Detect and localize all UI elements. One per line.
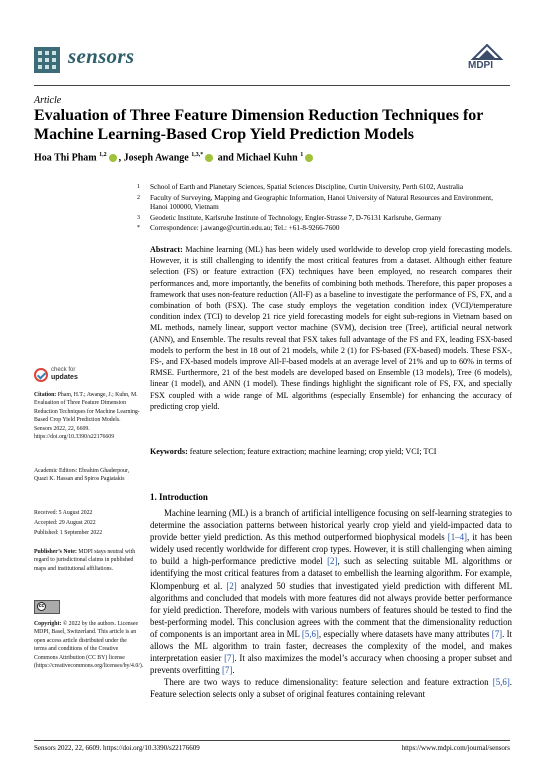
author-separator: and: [215, 152, 237, 164]
check-line1: check for: [51, 367, 76, 373]
citation-link[interactable]: [2]: [226, 580, 237, 591]
abstract-label: Abstract:: [150, 245, 183, 254]
paragraph-text: There are two ways to reduce dimensionality: feature selection and feature extraction: [164, 677, 493, 688]
journal-logo-icon: [34, 47, 60, 73]
received-date: Received: 5 August 2022: [34, 510, 93, 516]
affiliation-text: Geodetic Institute, Karlsruhe Institute of Technology, Engler-Strasse 7, D-76131 Karlsruhe, Germany: [150, 214, 442, 222]
check-line2: updates: [51, 374, 78, 381]
paragraph: [150, 676, 512, 700]
citation-link[interactable]: [7]: [221, 665, 233, 676]
correspondence-text[interactable]: Correspondence: j.awange@curtin.edu.au; Tel.: +61-8-9266-7600: [150, 224, 340, 232]
affiliation: [137, 194, 510, 212]
accepted-date: Accepted: 29 August 2022: [34, 520, 96, 526]
citation-link[interactable]: [5,6]: [492, 677, 510, 688]
keywords-label: Keywords:: [150, 447, 188, 456]
affiliation: [137, 183, 510, 192]
footer-rule: [34, 740, 510, 741]
publisher-note-label: Publisher’s Note:: [34, 549, 77, 555]
paragraph-text: Machine learning (ML) is a branch of artificial intelligence focusing on self-learning strategies to determine the association patterns between historical yearly crop yield and yield-impacted data to provide better yield prediction. As this method outperformed biophysical models: [150, 508, 512, 543]
copyright: [34, 620, 144, 670]
citation-text[interactable]: Pham, H.T.; Awange, J.; Kuhn, M. Evaluation of Three Feature Dimension Reduction Techniques for Machine Learning-Based Crop Yield Prediction Models. Sensors 2022, 22, 6609. https://doi.org/10.3390/s22176609: [34, 392, 140, 441]
affiliation: [137, 214, 510, 223]
journal-name: sensors: [68, 44, 135, 68]
body-text: [150, 507, 512, 701]
paragraph-text: , such as selecting suitable ML algorithms or identifying the most critical features from a dataset to embellish the learning algorithm. For example, Klompenburg et al.: [150, 556, 512, 591]
affiliation-text: School of Earth and Planetary Sciences, Spatial Sciences Discipline, Curtin University, Perth 6102, Australia: [150, 183, 464, 191]
article-type: Article: [34, 95, 62, 106]
keywords: [150, 446, 512, 457]
author-separator: ,: [118, 152, 124, 164]
cc-license-icon[interactable]: [34, 600, 60, 614]
citation-link[interactable]: [2]: [327, 556, 338, 567]
citation-link[interactable]: [5,6]: [301, 628, 319, 639]
paragraph-text: , especially where datasets have many attributes: [318, 628, 492, 639]
affiliation-number: 2: [137, 195, 140, 201]
citation-link[interactable]: [7]: [491, 628, 503, 639]
abstract-text: Machine learning (ML) has been widely used worldwide to develop crop yield forecasting models. However, it is still challenging to identify the most critical features from a dataset. Although either feature selection (FS) or feature extraction (FX) techniques have been employed, no research compares their performances and, more importantly, the benefits of combining both methods. Therefore, this paper proposes a framework that uses non-feature reduction (All-F) as a baseline to investigate the performance of FS, FX, and a combination of both (FSX). The case study employs the vegetation condition index (VCI)/temperature condition index (TCI) to develop 21 rice yield forecasting models for eight sub-regions in Vietnam based on ML methods, namely linear, support vector machine (SVM), decision tree (Tree), artificial neural network (ANN), and Ensemble. The results reveal that FSX takes full advantage of the FS and FX, leading FSX-based models to perform the best in 18 out of 21 models, while 2 (1) for FS-based (FX-based) models. These FSX-, FS-, and FX-based models improve All-F-based models at an average level of 21% and up to 60% in terms of RMSE. Furthermore, 21 of the best models are developed based on Ensemble (13 models), Tree (6 models), linear (1 model), and ANN (1 model). These findings highlight the significant role of FS, FX, and specially FSX coupled with a wide range of ML algorithms (especially Ensemble) for enhancing the accuracy of predicting crop yield.: [150, 245, 512, 411]
copyright-text: © 2022 by the authors. Licensee MDPI, Basel, Switzerland. This article is an open access article distributed under the terms and conditions of the Creative Commons Attribution (CC BY) license (https://creativecommons.org/licenses/by/4.0/).: [34, 621, 144, 670]
check-updates-icon: [34, 368, 48, 382]
author-list: [34, 152, 315, 163]
paragraph-text: analyzed 50 studies that investigated yield prediction with different ML algorithms and concluded that models with more features did not always provide better performance for yield prediction. Therefore, models with various numbers of features should be tested to find the best-performing model. This conclusion agrees with the comment that the dimensionality reduction of components is an important area in ML: [150, 580, 512, 639]
author-affil: 1,2: [99, 152, 107, 158]
orcid-icon[interactable]: [205, 154, 213, 162]
header-rule: [34, 85, 510, 86]
citation: [34, 391, 140, 441]
citation-label: Citation:: [34, 392, 57, 398]
author-name[interactable]: Joseph Awange: [123, 152, 189, 164]
academic-editors: Academic Editors: Ebrahim Ghaderpour, Quazi K. Hassan and Spiros Pagiatakis: [34, 468, 130, 483]
affiliation-number: *: [137, 225, 140, 231]
cc-logo-icon: cc: [38, 603, 45, 609]
citation-link[interactable]: [7]: [224, 653, 235, 664]
affiliation-number: 3: [137, 215, 140, 221]
published-date: Published: 1 September 2022: [34, 530, 103, 536]
footer-citation[interactable]: Sensors 2022, 22, 6609. https://doi.org/10.3390/s22176609: [34, 744, 200, 752]
author-affil: 1: [300, 152, 304, 158]
publisher-note-text: MDPI stays neutral with regard to jurisdictional claims in published maps and institutional affiliations.: [34, 549, 136, 572]
paragraph-text: . Feature selection selects only a subset of original features containing relevant: [150, 677, 512, 700]
paragraph-text: . It allows the ML algorithm to train faster, decreases the complexity of the model, and makes interpretation easier: [150, 628, 512, 664]
author-name[interactable]: Hoa Thi Pham: [34, 152, 97, 164]
copyright-label: Copyright:: [34, 621, 62, 627]
check-for-updates-badge[interactable]: [34, 366, 84, 388]
affiliation-text: Faculty of Surveying, Mapping and Geographic Information, Hanoi University of Natural Resources and Environment, Hanoi 100000, Vietnam: [150, 194, 493, 211]
author-name[interactable]: Michael Kuhn: [236, 152, 298, 164]
publisher-name: MDPI: [468, 60, 493, 71]
orcid-icon[interactable]: [305, 154, 313, 162]
paragraph: [150, 507, 512, 676]
correspondence: [137, 224, 510, 233]
mdpi-logo: [466, 44, 508, 80]
article-title: Evaluation of Three Feature Dimension Reduction Techniques for Machine Learning-Based Crop Yield Prediction Models: [34, 107, 484, 143]
section-heading: 1. Introduction: [150, 492, 208, 502]
abstract: [150, 244, 512, 412]
author-affil: 1,3,*: [191, 152, 204, 158]
paragraph-text: , it has been widely used recently worldwide for different crop types. However, it is still challenging when aiming to build a high-performance predictive model: [150, 532, 513, 567]
citation-link[interactable]: [1–4]: [447, 532, 468, 543]
orcid-icon[interactable]: [109, 154, 117, 162]
footer-journal-url[interactable]: https://www.mdpi.com/journal/sensors: [401, 744, 510, 752]
affiliation-number: 1: [137, 184, 140, 190]
paragraph-text: . It also maximizes the model’s accuracy when choosing a proper subset and prevents overfitting: [150, 653, 512, 676]
publisher-note: [34, 548, 140, 573]
keywords-text: feature selection; feature extraction; machine learning; crop yield; VCI; TCI: [189, 447, 437, 456]
paragraph-text: .: [232, 665, 235, 676]
